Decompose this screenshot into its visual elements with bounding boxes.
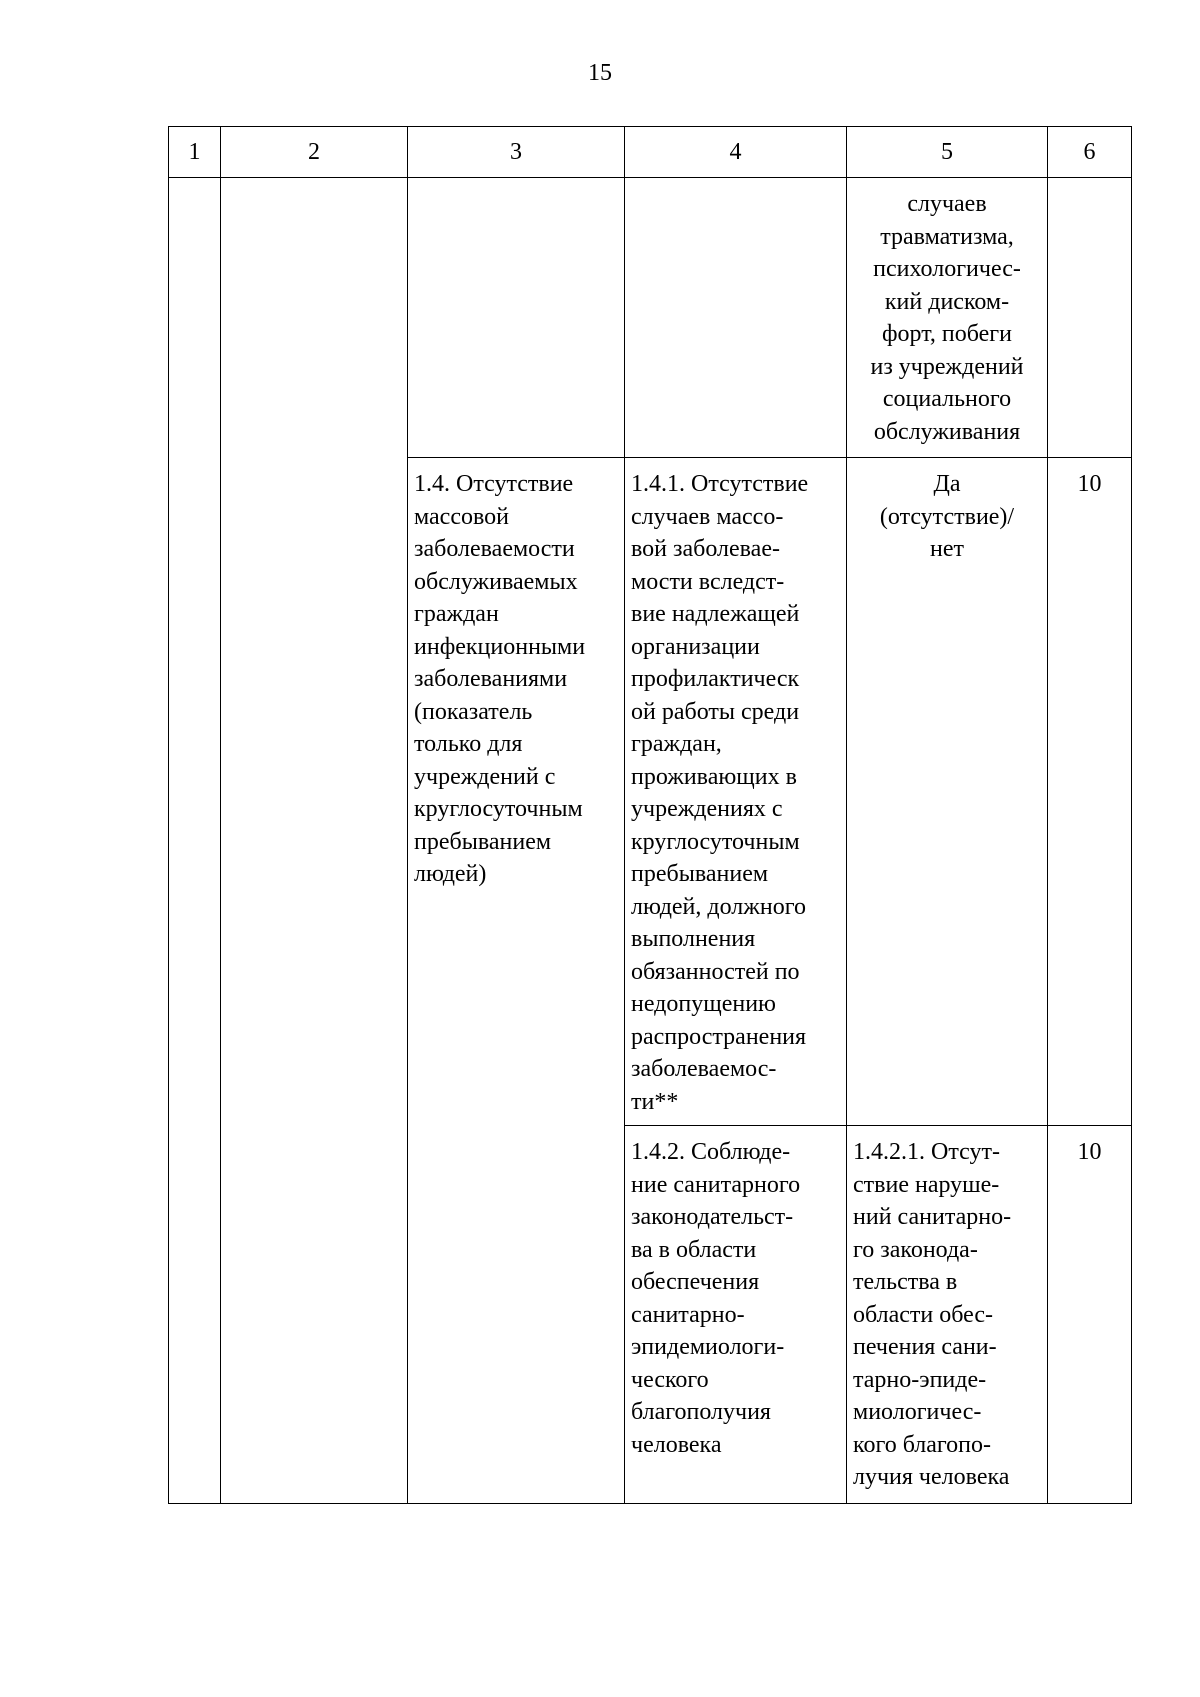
header-cell-2: 2 (221, 127, 408, 178)
col5-cell (847, 178, 1048, 458)
header-cell-1: 1 (169, 127, 221, 178)
indicator-1-4-text: 1.4. Отсутствие массовой заболеваемости обслуживаемых граждан инфекционными заболеваниями (показатель только для учреждений с круглосуточным пребыванием людей) (414, 471, 586, 887)
header-cell-6: 6 (1048, 127, 1132, 178)
table-header-row (169, 127, 1132, 178)
table-row (169, 178, 1132, 458)
points-1-4-1-cell (1048, 458, 1132, 1126)
indicator-1-4-cell (408, 458, 625, 1504)
col2-cell (221, 178, 408, 1504)
col4-cell-empty (625, 178, 847, 458)
points-1-4-1: 10 (1077, 471, 1102, 497)
criteria-1-4-2-1-text: 1.4.2.1. Отсут- ствие наруше- ний санитарно- го законода- тельства в области обес- печения сани- тарно-эпиде- миологичес- кого благопо- лучия человека (853, 1139, 1012, 1490)
criteria-text-continued: случаев травматизма, психологичес- кий диском- форт, побеги из учреждений социального обслуживания (870, 191, 1024, 445)
indicator-1-4-2-cell (625, 1126, 847, 1504)
criteria-1-4-1-cell (847, 458, 1048, 1126)
header-cell-5: 5 (847, 127, 1048, 178)
indicator-1-4-2-text: 1.4.2. Соблюде- ние санитарного законодательст- ва в области обеспечения санитарно- эпидемиологи- ческого благополучия человека (631, 1139, 801, 1458)
indicator-table (168, 126, 1132, 1504)
points-1-4-2-1-cell (1048, 1126, 1132, 1504)
header-cell-3: 3 (408, 127, 625, 178)
col6-cell-empty (1048, 178, 1132, 458)
indicator-1-4-1-text: 1.4.1. Отсутствие случаев массо- вой заболевае- мости вследст- вие надлежащей организации профилактическ ой работы среди граждан, проживающих в учреждениях с круглосуточным пребыванием людей, должного выполнения обязанностей по недопущению распространения заболеваемос- ти** (631, 471, 809, 1115)
points-1-4-2-1: 10 (1077, 1139, 1102, 1165)
header-cell-4: 4 (625, 127, 847, 178)
page-number: 15 (588, 60, 612, 86)
col3-cell-empty (408, 178, 625, 458)
criteria-1-4-1-text: Да (отсутствие)/ нет (879, 471, 1015, 562)
col1-cell (169, 178, 221, 1504)
criteria-1-4-2-1-cell (847, 1126, 1048, 1504)
indicator-1-4-1-cell (625, 458, 847, 1126)
